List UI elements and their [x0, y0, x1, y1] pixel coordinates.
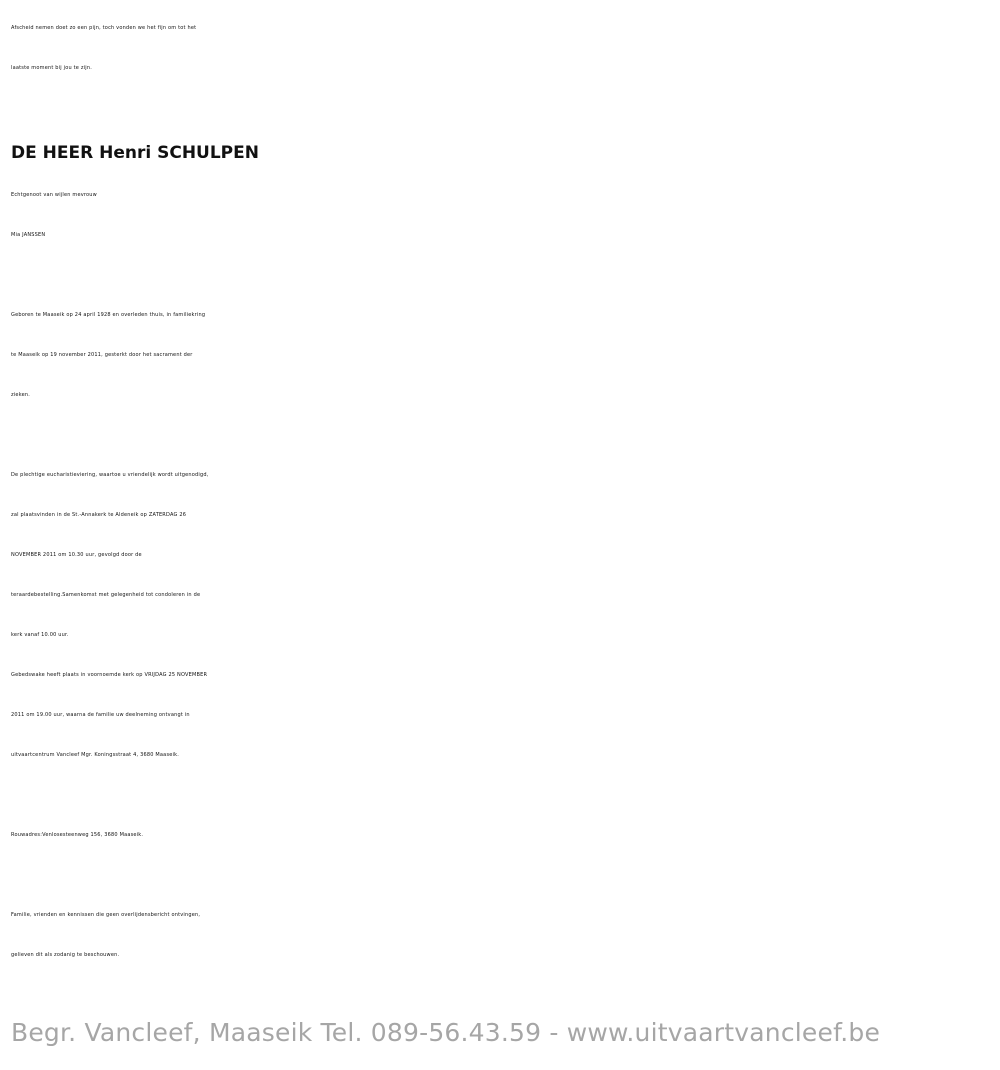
ceremony-line: kerk vanaf 10.00 uur. [11, 632, 69, 638]
notice-line: gelieven dit als zodanig te beschouwen. [11, 952, 120, 958]
intro-line: Afscheid nemen doet zo een pijn, toch vonden we het fijn om tot het [11, 25, 197, 31]
birth-death-paragraph [11, 295, 1000, 415]
ceremony-line: 2011 om 19.00 uur, waarna de familie uw deelneming ontvangt in [11, 712, 190, 718]
ceremony-line: uitvaartcentrum Vancleef Mgr. Koningsstraat 4, 3680 Maaseik. [11, 752, 179, 758]
ceremony-line: Gebedswake heeft plaats in voornoemde kerk op VRIJDAG 25 NOVEMBER [11, 672, 208, 678]
ceremony-line: NOVEMBER 2011 om 10.30 uur, gevolgd door de [11, 552, 142, 558]
funeral-home-footer: Begr. Vancleef, Maaseik Tel. 089-56.43.59 - www.uitvaartvancleef.be [11, 1018, 881, 1047]
spacer [11, 855, 1000, 895]
ceremony-paragraph [11, 455, 1000, 775]
spacer [11, 775, 1000, 815]
intro-text [11, 8, 1000, 88]
ceremony-line: De plechtige eucharistieviering, waartoe u vriendelijk wordt uitgenodigd, [11, 472, 209, 478]
ceremony-line: teraardebestelling.Samenkomst met gelegenheid tot condoleren in de [11, 592, 201, 598]
deceased-name: DE HEER Henri SCHULPEN [11, 143, 259, 163]
birth-death-line: zieken. [11, 392, 31, 398]
intro-line: laatste moment bij jou te zijn. [11, 65, 93, 71]
relation-line: Mia JANSSEN [11, 232, 46, 238]
notice-paragraph [11, 895, 1000, 975]
spacer [11, 415, 1000, 455]
spacer [11, 255, 1000, 295]
ceremony-line: zal plaatsvinden in de St.-Annakerk te Aldeneik op ZATERDAG 26 [11, 512, 187, 518]
notice-line: Familie, vrienden en kennissen die geen overlijdensbericht ontvingen, [11, 912, 201, 918]
birth-death-line: te Maaseik op 19 november 2011, gesterkt door het sacrament der [11, 352, 193, 358]
birth-death-line: Geboren te Maaseik op 24 april 1928 en overleden thuis, in familiekring [11, 312, 206, 318]
mourning-address: Rouwadres:Venlosesteenweg 156, 3680 Maaseik. [11, 832, 144, 838]
relation-line: Echtgenoot van wijlen mevrouw [11, 192, 97, 198]
spouse-relation [11, 175, 1000, 255]
